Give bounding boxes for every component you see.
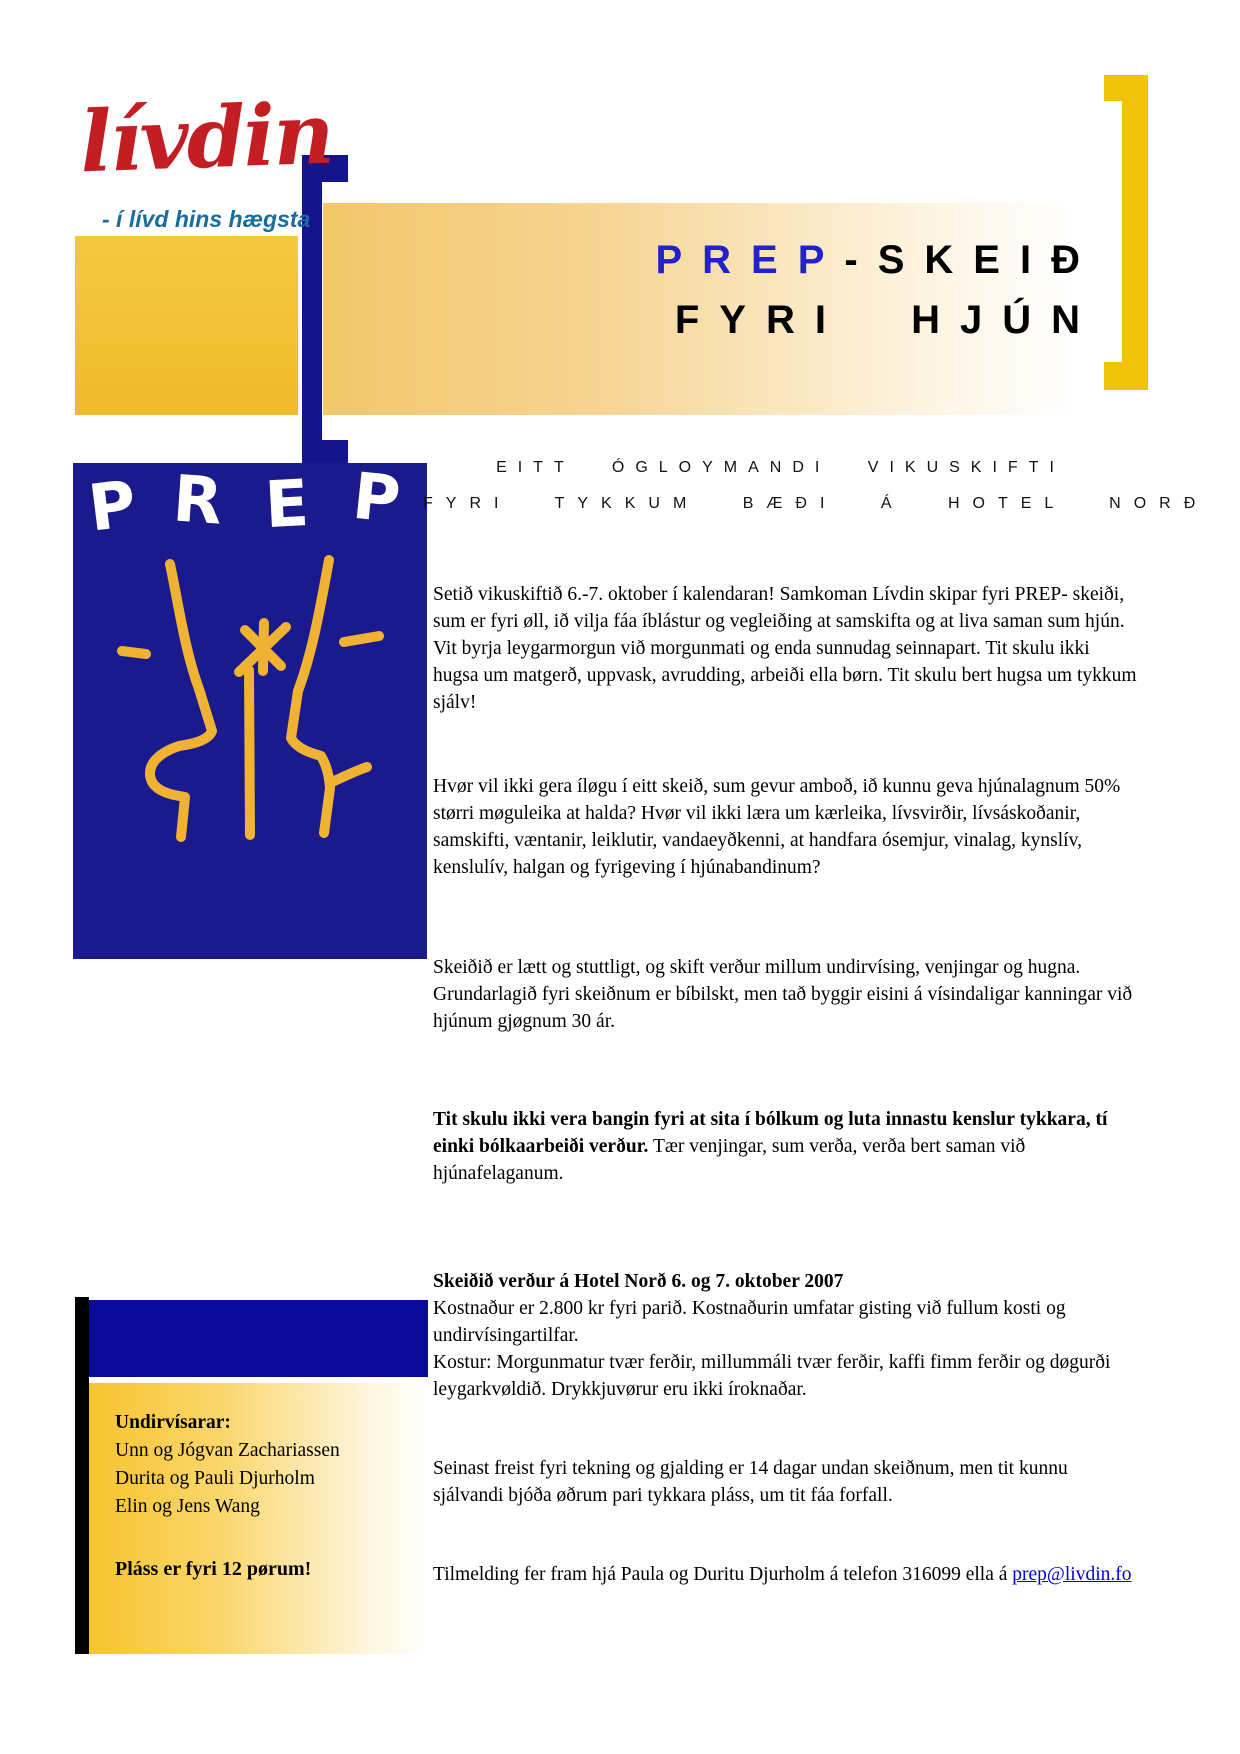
- livdin-logo-tagline: - í lívd hins hægsta: [102, 206, 311, 232]
- yellow-bracket-top-flange: [1104, 75, 1124, 101]
- left-yellow-panel: [75, 236, 298, 415]
- instructors-panel: [89, 1383, 428, 1654]
- subtitle-line1: EITT ÓGLOYMANDI VIKUSKIFTI: [496, 459, 1065, 476]
- paragraph-intro: Setið vikuskiftið 6.-7. oktober í kalendaran! Samkoman Lívdin skipar fyri PREP- skeiði, sum er fyri øll, ið vilja fáa íblástur og vegleiðing at samskifta og at liva saman sum hjún. Vit byrja leygarmorgun við morgunmati og enda sunnudag seinnapart. Tit skulu ikki hugsa um matgerð, uppvask, avrudding, arbeiði ella børn. Tit skulu bert hugsa um tykkum sjálv!: [433, 584, 1137, 713]
- instructors-heading: Undirvísarar:: [115, 1412, 231, 1433]
- paragraph-deadline: Seinast freist fyri tekning og gjalding er 14 dagar undan skeiðnum, men tit kunnu sjálvandi bjóða øðrum pari tykkara pláss, um tit fáa forfall.: [433, 1458, 1068, 1506]
- course-info-meals: Kostur: Morgunmatur tvær ferðir, millummáli tvær ferðir, kaffi fimm ferðir og døgurði leygarkvøldið. Drykkjuvørur eru ikki íroknaðar.: [433, 1352, 1111, 1400]
- navy-accent-block: [89, 1300, 428, 1377]
- page-title-line1: [323, 230, 1100, 290]
- black-accent-stripe: [75, 1297, 89, 1654]
- paragraph-no-group-work-bold: Tit skulu ikki vera bangin fyri at sita í bólkum og luta innastu kenslur tykkara, tí einki bólkaarbeiði verður.: [433, 1109, 1108, 1157]
- contact-text: Tilmelding fer fram hjá Paula og Duritu Djurholm á telefon 316099 ella á: [433, 1564, 1008, 1585]
- page-title-skeid: -SKEIÐ: [844, 238, 1100, 282]
- paragraph-course-style: Skeiðið er lætt og stuttligt, og skift verður millum undirvísing, venjingar og hugna. Grundarlagið fyri skeiðnum er bíbilskt, men tað byggir eisini á vísindaligar kanningar við hjúnum gjøgnum 30 ár.: [433, 957, 1133, 1032]
- course-info-section: [433, 1268, 1140, 1403]
- instructor-name: Elin og Jens Wang: [115, 1496, 260, 1517]
- page-title-line2: FYRI HJÚN: [674, 298, 1100, 342]
- instructor-name: Durita og Pauli Djurholm: [115, 1468, 315, 1489]
- prep-letter: R: [170, 462, 225, 540]
- livdin-logo: lívdin: [78, 83, 334, 192]
- subtitle-line2: FYRI TYKKUM BÆÐI Á HOTEL NORÐ: [423, 495, 1209, 512]
- paragraph-no-group-work: [433, 1106, 1140, 1187]
- page-title-prep: PREP: [655, 238, 845, 282]
- blue-bracket-icon: [302, 155, 322, 468]
- paragraph-no-group-work-rest: Tær venjingar, sum verða, verða bert saman við hjúnafelaganum.: [433, 1136, 1026, 1184]
- capacity-note: Pláss er fyri 12 pørum!: [115, 1558, 312, 1580]
- paragraph-benefits: Hvør vil ikki gera íløgu í eitt skeið, sum gevur amboð, ið kunnu geva hjúnalagnum 50% størri møguleika at halda? Hvør vil ikki læra um kærleika, lívsvirðir, lívsáskoðanir, samskifti, væntanir, leiklutir, vandaeyðkenni, at handfara ósemjur, vinalag, kynslív, kenslulív, halgan og fyrigeving í hjúnabandinum?: [433, 776, 1121, 878]
- yellow-bracket-icon: [1122, 75, 1148, 390]
- instructor-name: Unn og Jógvan Zachariassen: [115, 1440, 340, 1461]
- page-title: [323, 230, 1100, 350]
- contact-section: [433, 1561, 1140, 1588]
- prep-logo-box: [73, 459, 427, 959]
- email-link[interactable]: prep@livdin.fo: [1012, 1564, 1132, 1585]
- yellow-bracket-bottom-flange: [1104, 362, 1124, 390]
- two-faces-artwork-icon: [73, 555, 427, 955]
- course-info-cost: Kostnaður er 2.800 kr fyri parið. Kostnaðurin umfatar gisting við fullum kosti og undirvísingartilfar.: [433, 1298, 1066, 1346]
- prep-letter: E: [263, 466, 311, 544]
- course-info-heading: Skeiðið verður á Hotel Norð 6. og 7. oktober 2007: [433, 1271, 844, 1292]
- prep-letter: P: [84, 467, 141, 547]
- prep-letter: P: [349, 459, 404, 539]
